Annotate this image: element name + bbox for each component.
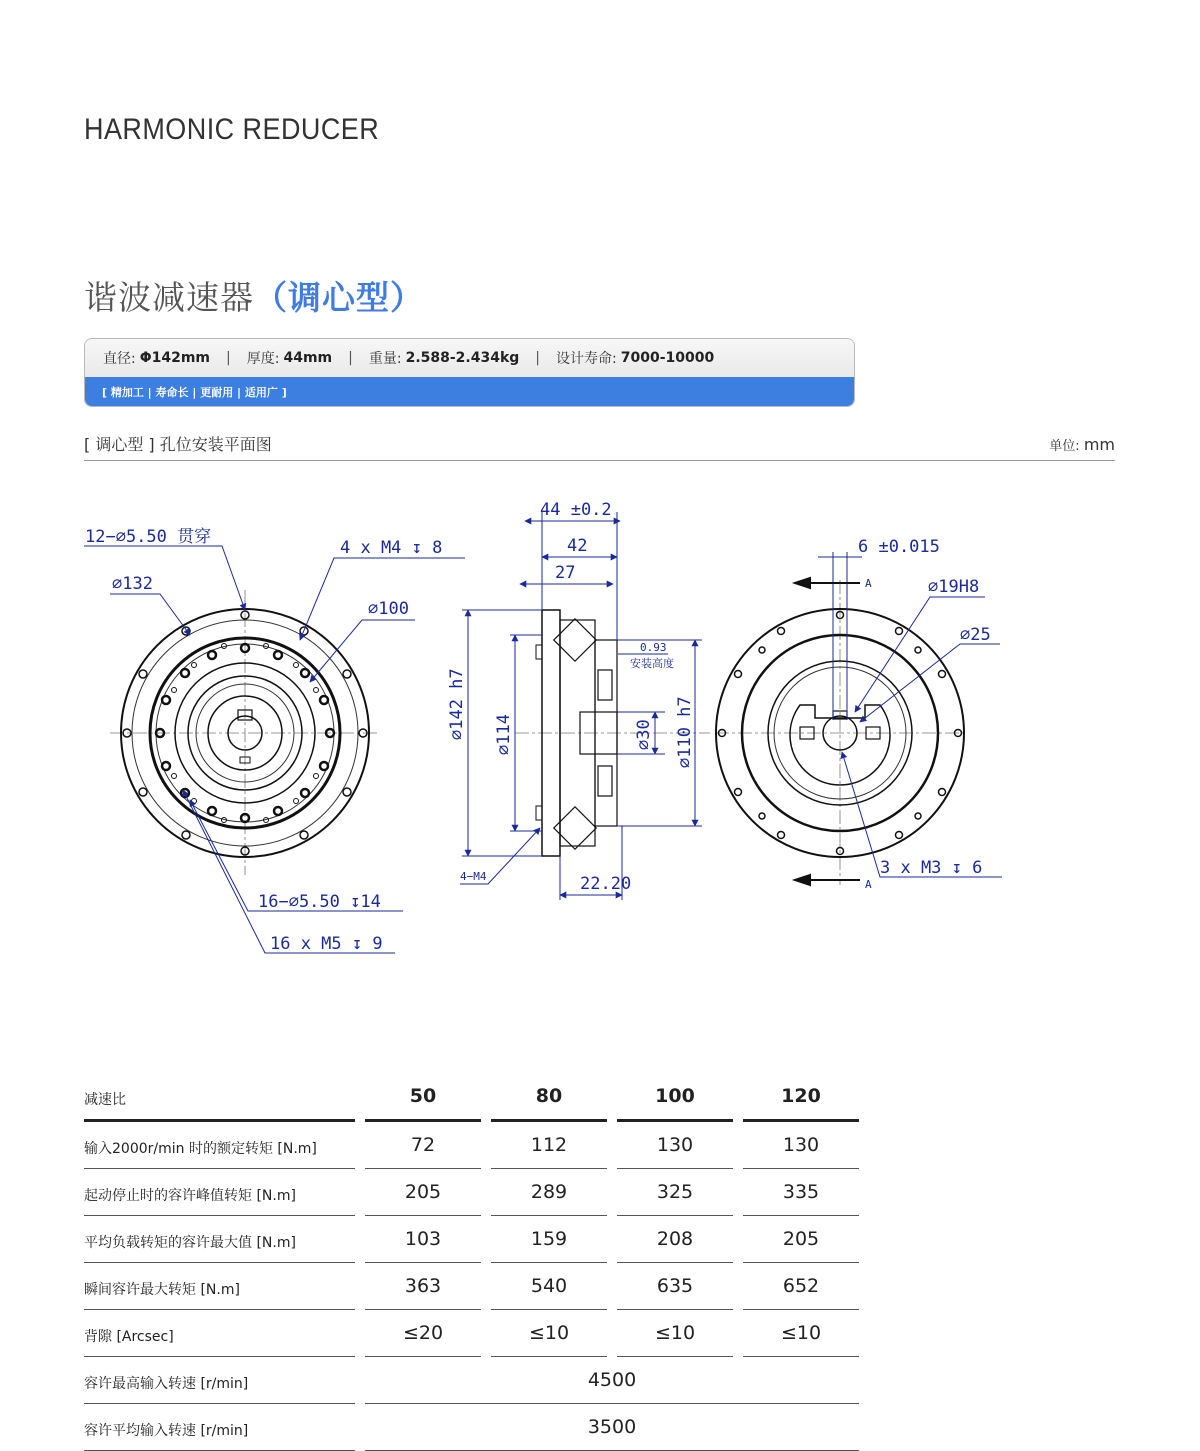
cell: ≤10	[491, 1310, 607, 1357]
merged-cell: 3500	[365, 1404, 859, 1451]
table-header-label: 减速比	[84, 1073, 355, 1122]
label-16-holes: 16−∅5.50 ↧14	[258, 892, 381, 912]
title-subtitle: 调心型	[288, 278, 390, 317]
unit-value: mm	[1083, 435, 1115, 454]
cell: 159	[491, 1216, 607, 1263]
table-row	[84, 1216, 859, 1263]
label-install-value: 0.93	[640, 641, 667, 654]
technical-drawing	[0, 470, 1200, 990]
label-d19: ∅19H8	[928, 577, 980, 597]
separator: |	[348, 350, 353, 366]
table-header-row	[84, 1073, 859, 1122]
table-row	[84, 1357, 859, 1404]
label-install-height: 安装高度	[630, 657, 674, 670]
weight-value: 2.588-2.434kg	[405, 350, 520, 366]
spec-card	[84, 338, 855, 407]
row-label: 平均负载转矩的容许最大值 [N.m]	[84, 1216, 355, 1263]
label-d114: ∅114	[494, 714, 514, 755]
label-section-a-top: A	[865, 577, 872, 590]
cell: 130	[617, 1122, 733, 1169]
section-title: [ 调心型 ] 孔位安装平面图	[84, 435, 272, 454]
unit-label-text: 单位:	[1049, 439, 1080, 454]
table-row	[84, 1310, 859, 1357]
spec-row	[85, 339, 854, 377]
label-d142: ∅142 h7	[447, 668, 467, 740]
cell: 103	[365, 1216, 481, 1263]
separator: |	[535, 350, 541, 366]
row-label: 瞬间容许最大转矩 [N.m]	[84, 1263, 355, 1310]
thickness-value: 44mm	[283, 350, 333, 366]
thickness-label: 厚度:	[246, 351, 280, 367]
brand-title: HARMONIC REDUCER	[84, 113, 380, 146]
row-label: 背隙 [Arcsec]	[84, 1310, 355, 1357]
cell: 325	[617, 1169, 733, 1216]
page-title	[84, 272, 424, 319]
feature-tags: [ 精加工 | 寿命长 | 更耐用 | 适用广 ]	[85, 377, 854, 406]
row-label: 输入2000r/min 时的额定转矩 [N.m]	[84, 1122, 355, 1169]
cell: 72	[365, 1122, 481, 1169]
cell: 652	[743, 1263, 859, 1310]
table-row	[84, 1404, 859, 1451]
label-m3: 3 x M3 ↧ 6	[880, 858, 983, 878]
diameter-label: 直径:	[103, 351, 136, 367]
cell: 540	[491, 1263, 607, 1310]
life-label: 设计寿命:	[556, 351, 617, 367]
label-4-m4: 4−M4	[460, 870, 487, 883]
table-row	[84, 1263, 859, 1310]
row-label: 容许最高输入转速 [r/min]	[84, 1357, 355, 1404]
separator: |	[226, 350, 231, 366]
diameter-value: Φ142mm	[139, 350, 211, 366]
label-width-44: 44 ±0.2	[540, 500, 612, 520]
title-open-paren: （	[254, 278, 288, 317]
label-d110: ∅110 h7	[675, 696, 695, 768]
section-divider	[84, 460, 1115, 461]
row-label: 起动停止时的容许峰值转矩 [N.m]	[84, 1169, 355, 1216]
life-value: 7000-10000	[620, 350, 715, 366]
label-m5: 16 x M5 ↧ 9	[270, 934, 383, 954]
title-main: 谐波减速器	[84, 278, 254, 317]
label-width-42: 42	[567, 536, 588, 556]
cell: 289	[491, 1169, 607, 1216]
label-m4: 4 x M4 ↧ 8	[340, 538, 443, 558]
ratio-50: 50	[365, 1073, 481, 1122]
title-close-paren: ）	[390, 278, 424, 317]
cell: 205	[743, 1216, 859, 1263]
cell: 205	[365, 1169, 481, 1216]
cell: 635	[617, 1263, 733, 1310]
label-width-27: 27	[555, 563, 576, 583]
label-d25: ∅25	[960, 625, 991, 645]
ratio-80: 80	[491, 1073, 607, 1122]
label-width-22: 22.20	[580, 874, 632, 894]
cell: 130	[743, 1122, 859, 1169]
spec-table	[84, 1073, 859, 1451]
weight-label: 重量:	[368, 351, 402, 367]
label-d30: ∅30	[634, 719, 654, 750]
cell: 112	[491, 1122, 607, 1169]
ratio-120: 120	[743, 1073, 859, 1122]
cell: ≤10	[743, 1310, 859, 1357]
rear-view	[715, 537, 1002, 891]
label-through-holes: 12−∅5.50 贯穿	[85, 527, 212, 547]
cell: 363	[365, 1263, 481, 1310]
table-row	[84, 1169, 859, 1216]
cell: ≤10	[617, 1310, 733, 1357]
front-view	[84, 527, 465, 954]
row-label: 容许平均输入转速 [r/min]	[84, 1404, 355, 1451]
label-d100: ∅100	[368, 599, 409, 619]
unit-label	[1049, 435, 1115, 454]
label-section-a-bottom: A	[865, 878, 872, 891]
label-d132: ∅132	[112, 574, 153, 594]
label-tolerance-6: 6 ±0.015	[858, 537, 940, 557]
ratio-100: 100	[617, 1073, 733, 1122]
table-row	[84, 1122, 859, 1169]
merged-cell: 4500	[365, 1357, 859, 1404]
side-view	[447, 500, 710, 900]
cell: 208	[617, 1216, 733, 1263]
cell: 335	[743, 1169, 859, 1216]
cell: ≤20	[365, 1310, 481, 1357]
